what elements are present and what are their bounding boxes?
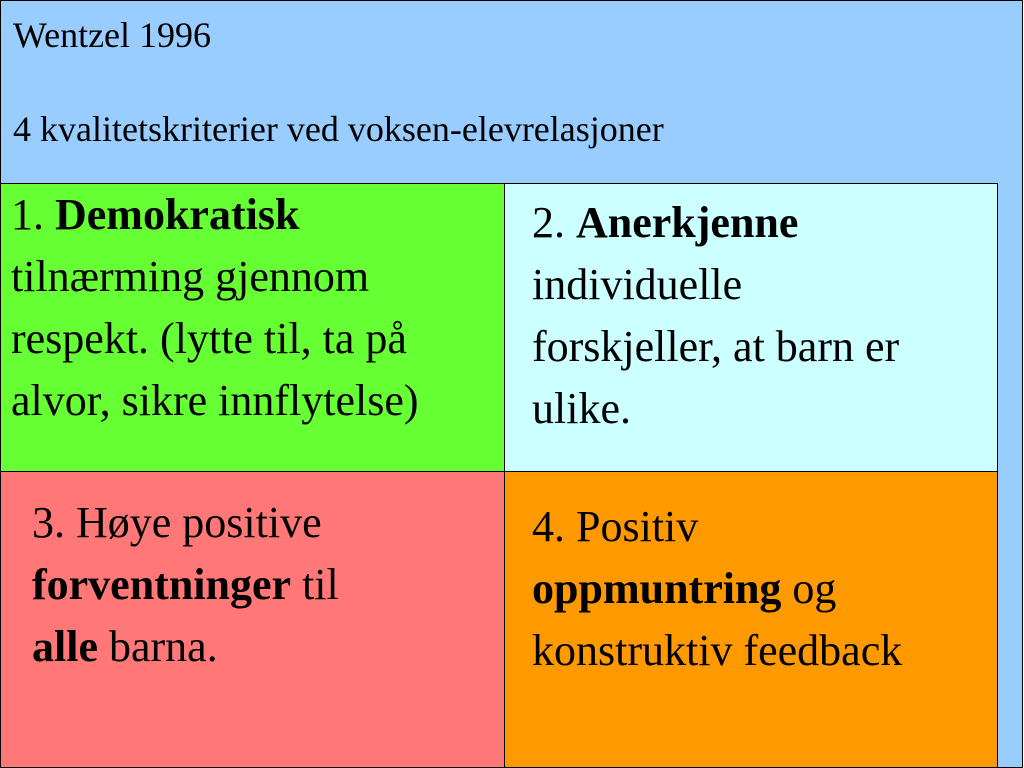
slide-title: Wentzel 1996: [13, 15, 212, 55]
quadrant-3-keyword-2: alle: [32, 622, 98, 671]
quadrant-3-line-2-rest: til: [291, 560, 339, 609]
quadrant-1-line-2: tilnærming gjennom: [11, 252, 370, 301]
quadrant-3-line-3-rest: barna.: [97, 622, 218, 671]
quadrant-1-line-4: alvor, sikre innflytelse): [11, 376, 419, 425]
quadrant-4-line-2-rest: og: [781, 564, 837, 613]
quadrant-democratic: [0, 183, 505, 472]
quadrant-2-keyword: Anerkjenne: [576, 198, 799, 247]
quadrant-encouragement: [504, 471, 998, 768]
quadrant-1-keyword: Demokratisk: [55, 190, 300, 239]
quadrant-2-line-3: forskjeller, at barn er: [532, 322, 900, 371]
quadrant-3-keyword: forventninger: [32, 560, 292, 609]
quadrant-recognize: [504, 183, 998, 472]
quadrant-2-line-2: individuelle: [532, 260, 743, 309]
quadrant-3-line-2: [32, 554, 504, 616]
quadrant-1-line-3: respekt. (lytte til, ta på: [11, 314, 407, 363]
quadrant-4-line-1: 4. Positiv: [532, 502, 699, 551]
quadrant-2-number: 2.: [532, 198, 576, 247]
quadrant-3-line-3: [32, 616, 504, 678]
quadrant-2-line-1: [532, 192, 997, 254]
slide-subtitle: 4 kvalitetskriterier ved voksen-elevrelasjoner: [13, 109, 664, 149]
quadrant-2-line-4: ulike.: [532, 384, 631, 433]
quadrant-3-line-1: 3. Høye positive: [32, 498, 322, 547]
quadrant-1-number: 1.: [11, 190, 55, 239]
quadrant-4-line-3: konstruktiv feedback: [532, 626, 903, 675]
quadrant-1-line-1: [11, 184, 504, 246]
quadrant-expectations: [0, 471, 505, 768]
quadrant-4-line-2: [532, 558, 997, 620]
quadrant-4-keyword: oppmuntring: [532, 564, 782, 613]
